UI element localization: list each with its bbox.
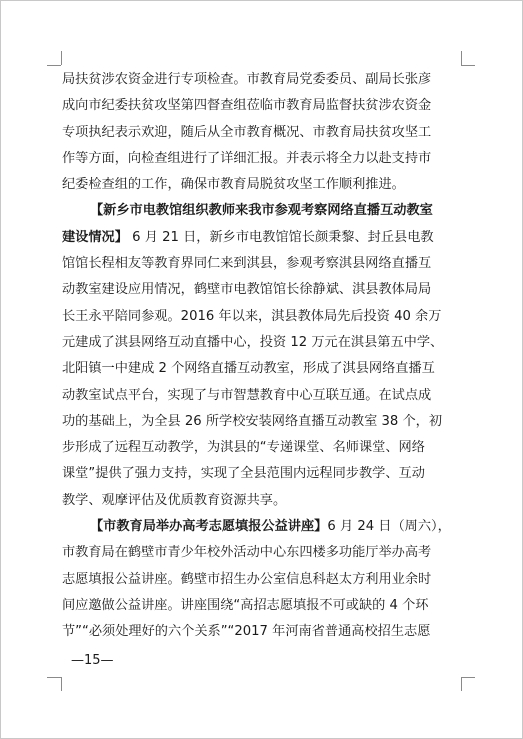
- text-line: [62, 304, 470, 330]
- paragraph-text: 课堂”提供了强力支持，实现了全县范围内远程同步教学、互动: [62, 466, 425, 482]
- text-line: [62, 356, 470, 382]
- paragraph-text: 成向市纪委扶贫攻坚第四督查组莅临市教育局监督扶贫涉农资金: [62, 98, 432, 114]
- paragraph-text: 动教室建设应用情况，鹤壁市电教馆馆长徐静斌、淇县教体局局: [62, 282, 432, 298]
- page-number: —15—: [71, 653, 114, 668]
- text-line: [62, 567, 470, 593]
- text-line: [62, 461, 470, 487]
- paragraph-text: 功的基础上，为全县 26 所学校安装网络直播互动教室 38 个，初: [62, 413, 443, 429]
- paragraph-text: 6 月 24 日（周六），: [327, 519, 451, 535]
- text-line: [62, 146, 470, 172]
- bold-heading-text: 建设情况】: [62, 229, 128, 245]
- text-line: [62, 251, 470, 277]
- text-line: [62, 409, 470, 435]
- text-line: [62, 67, 470, 93]
- paragraph-text: 专项执纪表示欢迎，随后从全市教育概况、市教育局扶贫攻坚工: [62, 124, 432, 140]
- text-line: [62, 593, 470, 619]
- text-line: [62, 619, 470, 645]
- text-line: [62, 330, 470, 356]
- document-body: [62, 67, 470, 646]
- text-line: [62, 198, 470, 224]
- paragraph-text: 6 月 21 日，新乡市电教馆馆长颜秉黎、封丘县电教: [127, 229, 434, 245]
- text-line: [62, 93, 470, 119]
- text-line: [62, 120, 470, 146]
- paragraph-text: 元建成了淇县网络互动直播中心，投资 12 万元在淇县第五中学、: [62, 334, 444, 350]
- paragraph-text: 北阳镇一中建成 2 个网络直播互动教室，形成了淇县网络直播互: [62, 361, 435, 377]
- text-line: [62, 225, 470, 251]
- paragraph-text: 动教室试点平台，实现了与市智慧教育中心互联互通。在试点成: [62, 387, 432, 403]
- text-line: [62, 383, 470, 409]
- paragraph-text: 节”“必须处理好的六个关系”“2017 年河南省普通高校招生志愿: [62, 624, 431, 640]
- paragraph-text: 纪委检查组的工作，确保市教育局脱贫攻坚工作顺利推进。: [62, 177, 405, 193]
- text-line: [62, 488, 470, 514]
- text-line: [62, 514, 470, 540]
- bold-heading-text: 【市教育局举办高考志愿填报公益讲座】: [90, 519, 328, 535]
- paragraph-text: 局扶贫涉农资金进行专项检查。市教育局党委委员、副局长张彦: [62, 72, 432, 87]
- paragraph-text: 市教育局在鹤壁市青少年校外活动中心东四楼多功能厅举办高考: [62, 545, 432, 561]
- text-line: [62, 435, 470, 461]
- paragraph-text: 步形成了远程互动教学，为淇县的“专递课堂、名师课堂、网络: [62, 440, 425, 456]
- bold-heading-text: 【新乡市电教馆组织教师来我市参观考察网络直播互动教室: [90, 203, 433, 219]
- paragraph-text: 志愿填报公益讲座。鹤壁市招生办公室信息科赵太方利用业余时: [62, 571, 432, 587]
- text-line: [62, 172, 470, 198]
- paragraph-text: 馆馆长程相友等教育界同仁来到淇县，参观考察淇县网络直播互: [62, 256, 432, 272]
- paragraph-text: 间应邀做公益讲座。讲座围绕“高招志愿填报不可或缺的 4 个环: [62, 597, 429, 613]
- paragraph-text: 长王永平陪同参观。2016 年以来，淇县教体局先后投资 40 余万: [62, 308, 442, 324]
- paragraph-text: 作等方面，向检查组进行了详细汇报。并表示将全力以赴支持市: [62, 150, 432, 166]
- text-line: [62, 277, 470, 303]
- paragraph-text: 教学、观摩评估及优质教育资源共享。: [62, 492, 287, 508]
- text-line: [62, 540, 470, 566]
